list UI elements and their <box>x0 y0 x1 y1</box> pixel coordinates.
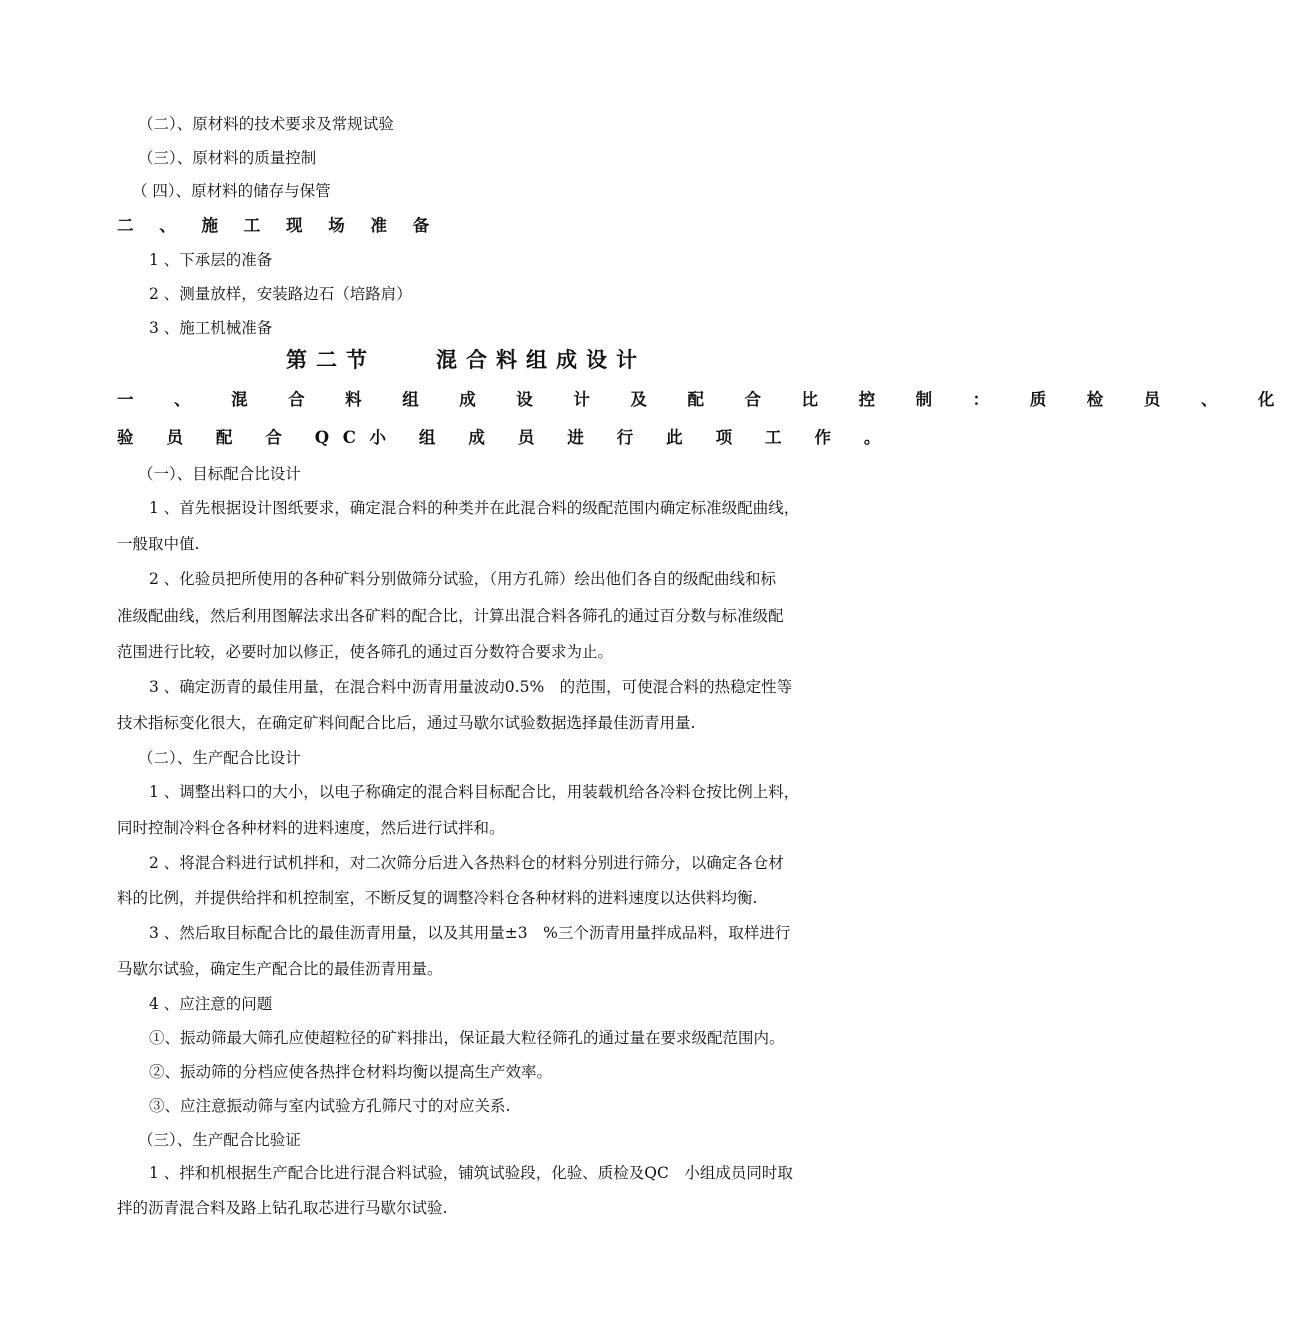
list-item-4: 4 、应注意的问题 <box>149 995 273 1013</box>
outline-item-2: （二）、原材料的技术要求及常规试验 <box>138 115 394 133</box>
section-heading-2: 二 、 施 工 现 场 准 备 <box>117 216 440 235</box>
subheading-production-mix: （二）、生产配合比设计 <box>138 749 301 767</box>
paragraph-line: 1 、调整出料口的大小，以电子称确定的混合料目标配合比，用装载机给各冷料仓按比例上料， <box>149 783 800 801</box>
paragraph-line: 料的比例，并提供给拌和机控制室，不断反复的调整冷料仓各种材料的进料速度以达供料均衡. <box>117 889 758 907</box>
list-item-1: 1 、下承层的准备 <box>149 251 273 269</box>
note-item-3: ③、应注意振动筛与室内试验方孔筛尺寸的对应关系. <box>149 1097 511 1115</box>
paragraph-line: 一般取中值. <box>117 535 200 553</box>
paragraph-line: 拌的沥青混合料及路上钻孔取芯进行马歇尔试验. <box>117 1199 448 1217</box>
section-heading-1-line-1: 一 、 混 合 料 组 成 设 计 及 配 合 比 控 制 ： 质 检 员 、 化 <box>117 390 1292 409</box>
paragraph-line: 2 、化验员把所使用的各种矿料分别做筛分试验，（用方孔筛）绘出他们各自的级配曲线和标 <box>149 570 777 588</box>
outline-item-3: （三）、原材料的质量控制 <box>138 149 317 167</box>
list-item-3: 3 、施工机械准备 <box>149 319 273 337</box>
note-item-1: ①、振动筛最大筛孔应使超粒径的矿料排出，保证最大粒径筛孔的通过量在要求级配范围内。 <box>149 1029 785 1047</box>
list-item-2: 2 、测量放样，安装路边石（培路肩） <box>149 285 412 303</box>
subheading-verification: （三）、生产配合比验证 <box>138 1131 301 1149</box>
section-heading-1-line-2: 验 员 配 合 QC小 组 成 员 进 行 此 项 工 作 。 <box>117 428 895 447</box>
paragraph-line: 3 、然后取目标配合比的最佳沥青用量，以及其用量±3 %三个沥青用量拌成品料，取样进行 <box>149 924 791 942</box>
chapter-title: 第二节 混合料组成设计 <box>286 347 646 372</box>
note-item-2: ②、振动筛的分档应使各热拌仓材料均衡以提高生产效率。 <box>149 1063 553 1081</box>
outline-item-4: （ 四）、原材料的储存与保管 <box>132 182 331 200</box>
paragraph-line: 3 、确定沥青的最佳用量，在混合料中沥青用量波动0.5% 的范围，可使混合料的热稳定性等 <box>149 678 793 696</box>
paragraph-line: 同时控制冷料仓各种材料的进料速度，然后进行试拌和。 <box>117 819 505 837</box>
subheading-target-mix: （一）、目标配合比设计 <box>138 465 301 483</box>
paragraph-line: 2 、将混合料进行试机拌和，对二次筛分后进入各热料仓的材料分别进行筛分，以确定各仓材 <box>149 854 784 872</box>
paragraph-line: 技术指标变化很大，在确定矿料间配合比后，通过马歇尔试验数据选择最佳沥青用量. <box>117 714 696 732</box>
paragraph-line: 范围进行比较，必要时加以修正，使各筛孔的通过百分数符合要求为止。 <box>117 643 614 661</box>
paragraph-line: 1 、首先根据设计图纸要求，确定混合料的种类并在此混合料的级配范围内确定标准级配曲线， <box>149 499 800 517</box>
paragraph-line: 马歇尔试验，确定生产配合比的最佳沥青用量。 <box>117 960 443 978</box>
paragraph-line: 1 、拌和机根据生产配合比进行混合料试验，铺筑试验段，化验、质检及QC 小组成员同时取 <box>149 1164 793 1182</box>
paragraph-line: 准级配曲线，然后利用图解法求出各矿料的配合比，计算出混合料各筛孔的通过百分数与标准级配 <box>117 607 784 625</box>
